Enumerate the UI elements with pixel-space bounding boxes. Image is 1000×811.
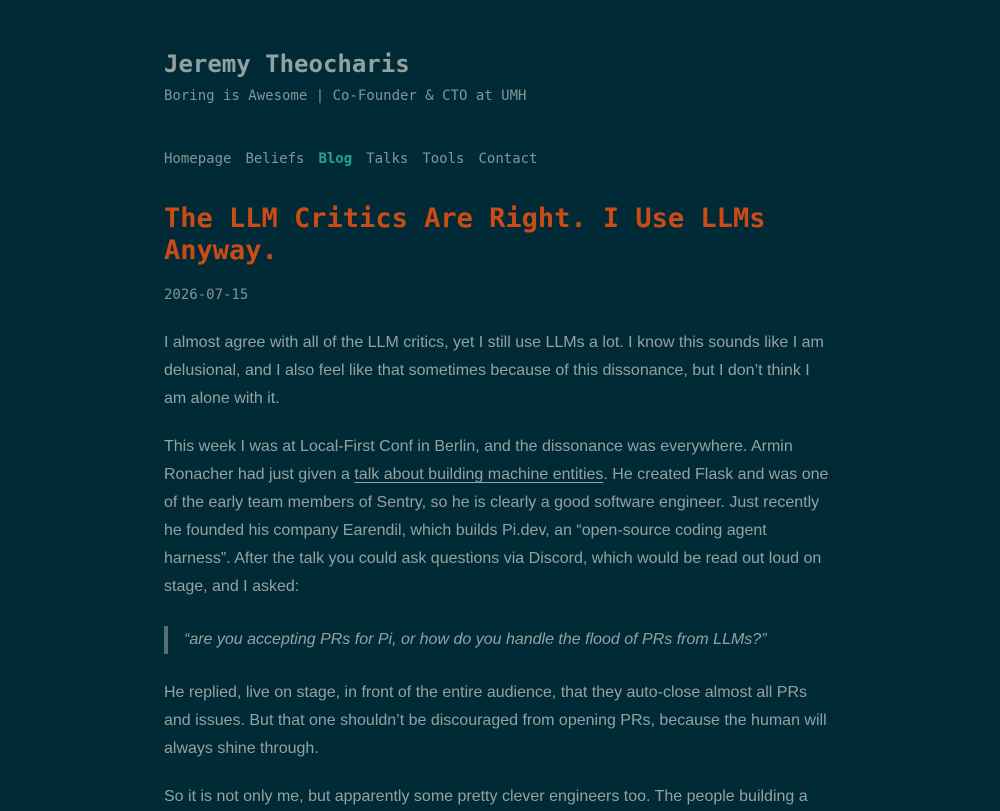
site-tagline: Boring is Awesome | Co-Founder & CTO at UMH bbox=[164, 88, 527, 104]
nav-beliefs[interactable]: Beliefs bbox=[245, 151, 305, 167]
post-paragraph-2 bbox=[164, 433, 836, 601]
nav-contact[interactable]: Contact bbox=[478, 151, 538, 167]
post-paragraph-3: He replied, live on stage, in front of the entire audience, that they auto-close almost all PRs and issues. But that one shouldn’t be discouraged from opening PRs, because the human will always shine through. bbox=[164, 684, 827, 757]
paragraph-text: This week I was at Local-First Conf in Berlin, and the dissonance was everywhere. Armin Ronacher had just given a bbox=[164, 438, 793, 483]
post-date: 2026-07-15 bbox=[164, 287, 249, 303]
site-title[interactable]: Jeremy Theocharis bbox=[164, 50, 410, 78]
post-paragraph-1: I almost agree with all of the LLM critics, yet I still use LLMs a lot. I know this sounds like I am delusional, and I also feel like that sometimes because of this dissonance, but I don’t think I am alone with it. bbox=[164, 334, 824, 407]
main-nav bbox=[164, 149, 538, 169]
post-paragraph-4: So it is not only me, but apparently some pretty clever engineers too. The people building a bbox=[164, 788, 808, 805]
question-quote: “are you accepting PRs for Pi, or how do you handle the flood of PRs from LLMs?” bbox=[164, 626, 836, 654]
nav-tools[interactable]: Tools bbox=[422, 151, 465, 167]
post-title: The LLM Critics Are Right. I Use LLMs Anyway. bbox=[164, 203, 766, 266]
paragraph-text: . He created Flask and was one of the early team members of Sentry, so he is clearly a good software engineer. Just recently he founded his company Earendil, which builds Pi.dev, an “open-source coding agent harness”. After the talk you could ask questions via Discord, which would be read out loud on stage, and I asked: bbox=[164, 466, 829, 595]
nav-homepage[interactable]: Homepage bbox=[164, 151, 232, 167]
talk-link[interactable]: talk about building machine entities bbox=[354, 466, 604, 483]
nav-talks[interactable]: Talks bbox=[366, 151, 409, 167]
nav-blog[interactable]: Blog bbox=[318, 151, 353, 167]
